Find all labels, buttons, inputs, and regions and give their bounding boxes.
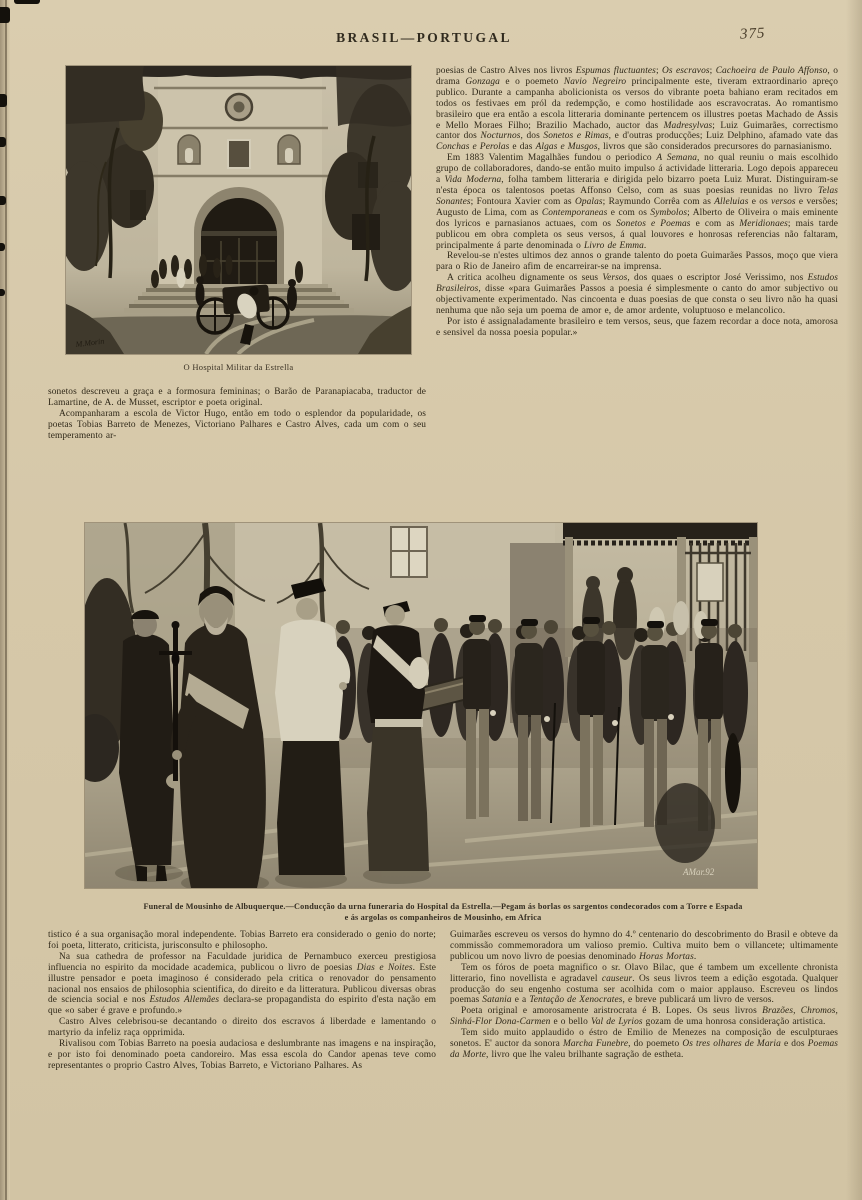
figure-caption: O Hospital Militar da Estrella	[183, 362, 294, 372]
bottom-left-column	[48, 930, 436, 1072]
funeral-caption-line2: e ás argolas os companheiros de Mousinho, em Africa	[344, 913, 542, 922]
hospital-photo	[66, 66, 411, 354]
photo-signature: M.Morin	[75, 336, 105, 349]
entrance-arch	[194, 187, 284, 286]
bottom-right-column	[450, 930, 838, 1072]
bottom-section	[48, 930, 838, 1072]
funeral-caption-line1: Funeral de Mousinho de Albuquerque.—Conducção da urna funeraria do Hospital da Estrella.—Pegam ás borlas os sargentos condecorados com a Torre e Espada	[143, 902, 743, 911]
paragraph: tistico é a sua organisação moral independente. Tobias Barreto era considerado o genio do norte; foi poeta, litterato, criticista, jurisconsulto e philosopho.	[48, 930, 436, 951]
left-column-text	[48, 387, 426, 442]
page-title: BRASIL—PORTUGAL	[336, 30, 512, 45]
right-column-text	[436, 66, 838, 442]
paragraph: Em 1883 Valentim Magalhães fundou o periodico A Semana, no qual reuniu o mais escolhido grupo de collaboradores, dando-se então muito impulso á actividade litteraria. Logo depois appareceu a Vida Moderna, folha tambem litteraria e dirigida pelo bizarro poeta Luiz Murat. Distinguiram-se n'esta época os talentosos poetas Affonso Celso, com as suas poesias reunidas no livro Telas Sonantes; Fontoura Xavier com as Opalas; Raymundo Corrêa com as Alleluias e os versos e versões; Augusto de Lima, com as Contemporaneas e com os Symbolos; Alberto de Oliveira o mais eminente dos lyricos e parnasianos actuaes, com os Sonetos e Poemas e com as Meridionaes; mais tarde publicou em obra completa os seus versos, á qual louvores e honrosas referencias não faltaram, principalmente á parte denominada o Livro de Emma.	[436, 153, 839, 251]
figure-hospital	[66, 66, 411, 372]
paragraph: Castro Alves celebrisou-se decantando o direito dos escravos á liberdade e lamentando o martyrio da infeliz raça opprimida.	[48, 1017, 436, 1039]
left-column	[48, 66, 426, 442]
scan-artifact	[14, 0, 40, 4]
figure-funeral	[85, 523, 757, 888]
paragraph: Tem os fóros de poeta magnifico o sr. Olavo Bilac, que é tambem um excellente chronista litterario, fino novellista e agradavel causeur. Os seus livros teem a edição esgotada. Qualquer producção do seu engenho costuma ser acolhida com o maior applauso. Escreveu os lindos poemas Satania e a Tentação de Xenocrates, e breve publicará um livro de versos.	[450, 962, 838, 1006]
scan-artifact	[0, 243, 5, 251]
paragraph: Rivalisou com Tobias Barreto na poesia audaciosa e deslumbrante nas imagens e na inspiração, e por isto foi denominado poeta candoreiro. Mas essa escola do Candor apenas teve como representantes o proprio Castro Alves, Tobias Barreto, e Victoriano Palhares. As	[48, 1039, 436, 1071]
scan-artifact	[0, 94, 7, 107]
funeral-photo	[85, 523, 757, 888]
scan-artifact	[0, 137, 6, 147]
top-section	[48, 66, 838, 442]
plumed-hat	[673, 601, 689, 635]
wall-window	[391, 527, 427, 577]
page-number: 375	[739, 25, 766, 43]
funeral-caption	[48, 901, 838, 923]
binding-shadow-line	[5, 0, 7, 1200]
statue-niches	[178, 135, 300, 168]
second-cleric	[367, 601, 429, 871]
page-right-edge	[846, 0, 862, 1200]
photo-signature: AMar.92	[683, 867, 715, 877]
paragraph: Guimarães escreveu os versos do hymno do 4.º centenario do descobrimento do Brasil e obteve da commissão commemoradora um valioso premio. Cultiva muito bem o villancete; ultimamente publicou um novo livro de poesias denominado Horas Mortas.	[450, 930, 838, 962]
paragraph: poesias de Castro Alves nos livros Espumas fluctuantes; Os escravos; Cachoeira de Paulo Affonso, o drama Gonzaga e o poemeto Navio Negreiro principalmente este, tiveram extraordinario apreço publico. Durante a campanha abolicionista os versos do vibrante poeta bahiano eram recitados em todos os festivaes em pról da redempção, e como hostilidade aos escravocratas. Ao romantismo brasileiro que era então a escola litteraria dominante pertencem os illustres poetas Machado de Assis e Mello Moraes Filho; Brazilio Machado, auctor das Madresylvas; Luiz Guimarães, correctismo cantor dos Nocturnos, dos Sonetos e Rimas, e d'outras producções; Luiz Delphino, afamado vate das Conchas e Perolas e das Algas e Musgos, livros que são considerados precursores do parnasianismo.	[436, 66, 838, 153]
scan-artifact	[0, 196, 6, 205]
paragraph: Tem sido muito applaudido o éstro de Emilio de Menezes na composição de esculpturaes sonetos. E' auctor da sonora Marcha Funebre, do poemeto Os tres olhares de Maria e dos Poemas da Morte, livro que lhe valeu brilhante sagração de estheta.	[450, 1028, 838, 1060]
furled-umbrella	[725, 733, 741, 813]
paragraph: Por isto é assignaladamente brasileiro e tem versos, seus, que fazem recordar a doce nota, amorosa e sensivel da nossa poesia popular.»	[436, 316, 838, 338]
paragraph: Na sua cathedra de professor na Faculdade juridica de Pernambuco exerceu prestigiosa influencia no espirito da mocidade academica, publicou o livro de poesias Dias e Noites. Este illustre pensador e poeta imaginoso é considerado pela critica o renovador do pensamento nacional nos ensaios de philosophia scientifica, do direito e da litteratura. Publicou diversas obras de sciencia social e nos Estudos Allemães declara-se propagandista do espirito d'esta nação em que «o saber é grave e profundo.»	[48, 951, 437, 1017]
paragraph: Poeta original e amorosamente aristrocrata é B. Lopes. Os seus livros Brazões, Chromos, Sinhá-Flor Dona-Carmen e o bello Val de Lyrios gozam de uma honrosa consideração artistica.	[450, 1006, 838, 1028]
scan-artifact	[0, 289, 5, 296]
scan-artifact	[0, 7, 10, 23]
paragraph: sonetos descreveu a graça e a formosura femininas; o Barão de Paranapiacaba, traductor de Lamartine, de A. de Musset, escriptor e poeta original.	[48, 387, 426, 408]
paragraph: Revelou-se n'estes ultimos dez annos o grande talento do poeta Guimarães Passos, moço que viera para o Rio de Janeiro afim de encarreirar-se na imprensa.	[436, 251, 838, 273]
paragraph: Acompanharam a escola de Victor Hugo, então em todo o esplendor da popularidade, os poetas Tobias Barreto de Menezes, Victoriano Palhares e Castro Alves, cada um com o seu temperamento ar-	[48, 408, 426, 441]
paragraph: A critica acolheu dignamente os seus Versos, dos quaes o escriptor José Verissimo, nos Estudos Brasileiros, disse «para Guimarães Passos a poesia é simplesmente o canto do amor subjectivo ou objectivamente experimentado. Nas cincoenta e duas poesias de que consta o seu livro não ha quasi nenhuma que não seja um poema de amor e, de amor ardente, voluptuoso e melancolico.	[436, 273, 838, 316]
